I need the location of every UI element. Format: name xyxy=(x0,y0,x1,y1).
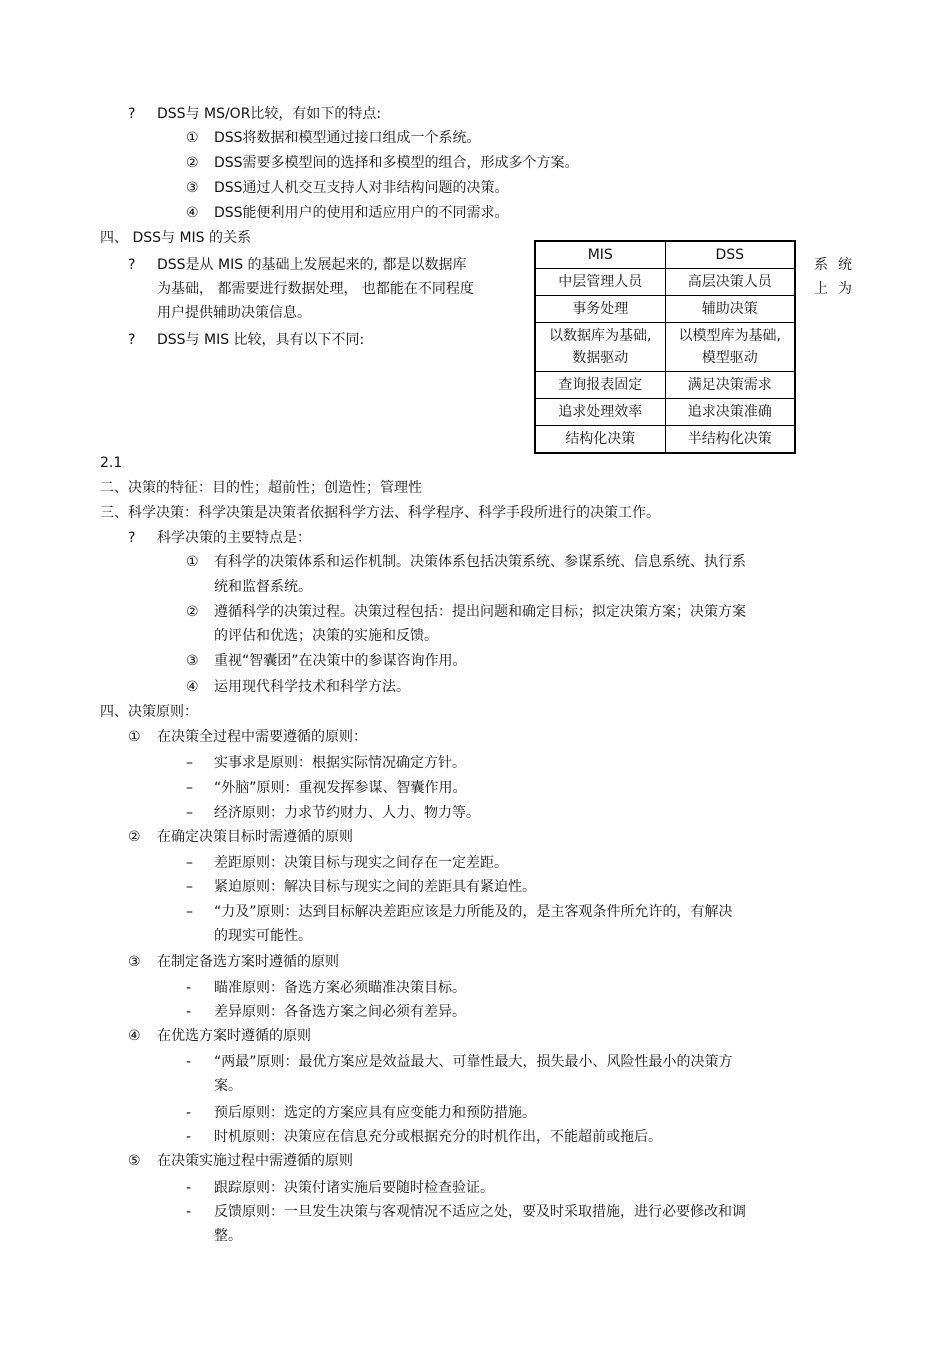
comparison-table xyxy=(534,240,796,454)
list-marker: ④ xyxy=(186,205,199,221)
bullet-marker: ? xyxy=(128,332,136,348)
principle-item: 反馈原则：一旦发生决策与客观情况不适应之处，要及时采取措施，进行必要修改和调 xyxy=(214,1204,746,1220)
section-title: 四、 DSS与 MIS 的关系 xyxy=(100,230,251,246)
table-row xyxy=(535,426,795,454)
principle-item: 差距原则：决策目标与现实之间存在一定差距。 xyxy=(214,855,508,871)
dash-marker: - xyxy=(186,1004,192,1020)
dash-marker: - xyxy=(186,980,192,996)
table-cell: 以数据库为基础, 数据驱动 xyxy=(535,323,665,372)
principle-item-cont: 案。 xyxy=(214,1078,242,1094)
table-cell: 高层决策人员 xyxy=(665,269,795,296)
table-cell: 查询报表固定 xyxy=(535,372,665,399)
bullet-marker: ? xyxy=(128,106,136,122)
group-marker: ② xyxy=(128,829,141,845)
dash-marker: – xyxy=(186,780,193,796)
table-row xyxy=(535,296,795,323)
principle-item: 预后原则：选定的方案应具有应变能力和预防措施。 xyxy=(214,1105,536,1121)
principle-item: 瞄准原则：备选方案必须瞄准决策目标。 xyxy=(214,980,466,996)
principle-item: “外脑”原则：重视发挥参谋、智囊作用。 xyxy=(214,780,467,796)
paragraph-line: DSS是从 MIS 的基础上发展起来的, 都是以数据库 xyxy=(157,257,467,273)
dash-marker: - xyxy=(186,1105,192,1121)
list-item: DSS需要多模型间的选择和多模型的组合，形成多个方案。 xyxy=(214,155,579,171)
list-marker: ② xyxy=(186,155,199,171)
principle-item: “两最”原则：最优方案应是效益最大、可靠性最大，损失最小、风险性最小的决策方 xyxy=(214,1054,733,1070)
table-cell: 结构化决策 xyxy=(535,426,665,454)
paragraph-line: 为基础， 都需要进行数据处理， 也都能在不同程度 xyxy=(157,281,474,297)
group-heading: 在制定备选方案时遵循的原则 xyxy=(157,954,339,970)
list-item: DSS通过人机交互支持人对非结构问题的决策。 xyxy=(214,180,509,196)
list-marker: ③ xyxy=(186,180,199,196)
group-heading: 在决策实施过程中需遵循的原则 xyxy=(157,1153,353,1169)
principle-item-cont: 整。 xyxy=(214,1228,242,1244)
list-marker: ① xyxy=(186,554,199,570)
paragraph-line: DSS与 MIS 比较，具有以下不同: xyxy=(157,332,365,348)
overflow-text: 上为 xyxy=(814,281,862,297)
group-heading: 在决策全过程中需要遵循的原则： xyxy=(157,729,367,745)
section-title: 三、科学决策：科学决策是决策者依据科学方法、科学程序、科学手段所进行的决策工作。 xyxy=(100,505,660,521)
section-title: 四、决策原则： xyxy=(100,704,198,720)
table-cell: 满足决策需求 xyxy=(665,372,795,399)
principle-item-cont: 的现实可能性。 xyxy=(214,928,312,944)
principle-item: 差异原则：各备选方案之间必须有差异。 xyxy=(214,1004,466,1020)
dash-marker: - xyxy=(186,1180,192,1196)
table-cell: 追求处理效率 xyxy=(535,399,665,426)
list-item-cont: 统和监督系统。 xyxy=(214,579,312,595)
principle-item: 紧迫原则：解决目标与现实之间的差距具有紧迫性。 xyxy=(214,879,536,895)
dash-marker: – xyxy=(186,879,193,895)
s1-heading: DSS与 MS/OR比较，有如下的特点: xyxy=(157,106,382,122)
principle-item: 实事求是原则：根据实际情况确定方针。 xyxy=(214,755,466,771)
table-cell: 中层管理人员 xyxy=(535,269,665,296)
table-row xyxy=(535,372,795,399)
principle-item: “力及”原则：达到目标解决差距应该是力所能及的，是主客观条件所允许的，有解决 xyxy=(214,904,733,920)
dash-marker: - xyxy=(186,1204,192,1220)
overflow-text: 系统 xyxy=(814,257,862,273)
list-item: 重视“智囊团”在决策中的参谋咨询作用。 xyxy=(214,653,467,669)
group-marker: ⑤ xyxy=(128,1153,141,1169)
table-cell: 追求决策准确 xyxy=(665,399,795,426)
list-item: DSS将数据和模型通过接口组成一个系统。 xyxy=(214,130,481,146)
table-row xyxy=(535,269,795,296)
list-item: 遵循科学的决策过程。决策过程包括：提出问题和确定目标；拟定决策方案；决策方案 xyxy=(214,604,746,620)
group-heading: 在优选方案时遵循的原则 xyxy=(157,1028,311,1044)
table-header-cell: DSS xyxy=(665,241,795,269)
s3-heading: 科学决策的主要特点是： xyxy=(157,530,311,546)
principle-item: 经济原则：力求节约财力、人力、物力等。 xyxy=(214,805,480,821)
table-header-cell: MIS xyxy=(535,241,665,269)
list-marker: ③ xyxy=(186,653,199,669)
section-number: 2.1 xyxy=(100,455,123,471)
group-marker: ④ xyxy=(128,1028,141,1044)
group-marker: ① xyxy=(128,729,141,745)
dash-marker: – xyxy=(186,904,193,920)
table-row xyxy=(535,399,795,426)
list-item: 有科学的决策体系和运作机制。决策体系包括决策系统、参谋系统、信息系统、执行系 xyxy=(214,554,746,570)
list-marker: ② xyxy=(186,604,199,620)
bullet-marker: ? xyxy=(128,530,136,546)
dash-marker: – xyxy=(186,805,193,821)
table-cell: 辅助决策 xyxy=(665,296,795,323)
principle-item: 时机原则：决策应在信息充分或根据充分的时机作出，不能超前或拖后。 xyxy=(214,1129,662,1145)
list-item: 运用现代科学技术和科学方法。 xyxy=(214,679,410,695)
table-cell: 事务处理 xyxy=(535,296,665,323)
paragraph-line: 用户提供辅助决策信息。 xyxy=(157,305,311,321)
dash-marker: - xyxy=(186,1054,192,1070)
list-marker: ① xyxy=(186,130,199,146)
list-item-cont: 的评估和优选；决策的实施和反馈。 xyxy=(214,628,438,644)
list-item: DSS能便利用户的使用和适应用户的不同需求。 xyxy=(214,205,509,221)
table-header-row xyxy=(535,241,795,269)
table-row xyxy=(535,323,795,372)
list-marker: ④ xyxy=(186,679,199,695)
dash-marker: - xyxy=(186,1129,192,1145)
table-cell: 半结构化决策 xyxy=(665,426,795,454)
principle-item: 跟踪原则：决策付诸实施后要随时检查验证。 xyxy=(214,1180,494,1196)
section-title: 二、决策的特征：目的性；超前性；创造性；管理性 xyxy=(100,480,422,496)
table-cell: 以模型库为基础, 模型驱动 xyxy=(665,323,795,372)
group-heading: 在确定决策目标时需遵循的原则 xyxy=(157,829,353,845)
dash-marker: – xyxy=(186,755,193,771)
dash-marker: – xyxy=(186,855,193,871)
group-marker: ③ xyxy=(128,954,141,970)
bullet-marker: ? xyxy=(128,257,136,273)
